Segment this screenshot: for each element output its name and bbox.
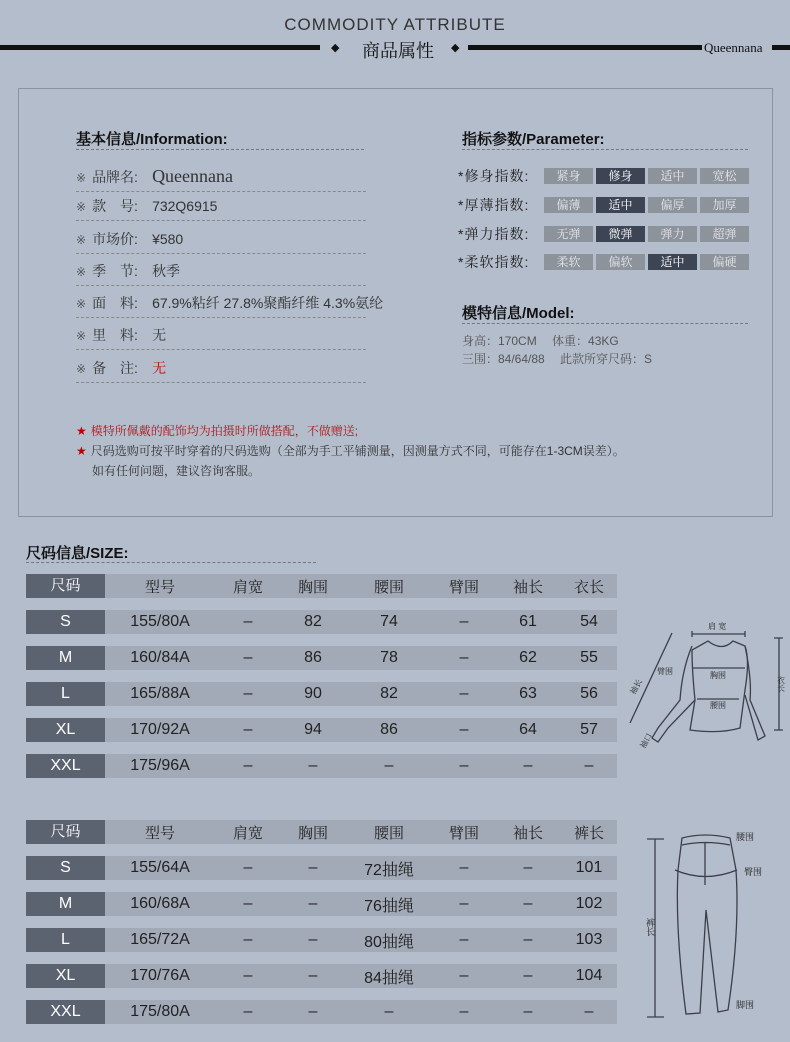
column-header: 胸围 xyxy=(297,824,328,842)
column-header: 裤长 xyxy=(573,824,604,842)
table-cell: – xyxy=(459,895,469,912)
table-cell: – xyxy=(459,721,469,738)
diamond-icon: ◆ xyxy=(331,42,340,54)
model-line-1: 身高：170CM 体重：43KG xyxy=(462,334,619,348)
diagram-label-hem: 脚围 xyxy=(736,1000,755,1010)
table-cell: – xyxy=(308,757,318,774)
reference-mark-icon: ※ xyxy=(76,329,87,343)
parameter-option: 适中 xyxy=(648,168,697,184)
table-row xyxy=(26,1000,617,1024)
size-heading: 尺码信息/SIZE: xyxy=(26,545,129,562)
table-cell: 155/80A xyxy=(130,613,190,630)
parameter-label: *修身指数: xyxy=(458,168,530,184)
notes xyxy=(76,421,766,481)
diagram-label-length: 裤长 xyxy=(645,918,655,936)
table-cell: – xyxy=(523,895,533,912)
table-cell: 56 xyxy=(580,685,598,702)
table-cell: 55 xyxy=(580,649,598,666)
table-cell: – xyxy=(459,931,469,948)
table-cell: 160/84A xyxy=(130,649,190,666)
table-cell: 80抽绳 xyxy=(364,933,414,951)
parameter-option: 偏厚 xyxy=(648,197,697,213)
column-header: 肩宽 xyxy=(232,824,263,842)
table-cell: 62 xyxy=(519,649,537,666)
diagram-label-length: 衣长 xyxy=(776,676,786,692)
table-cell: XL xyxy=(26,964,105,988)
table-cell: 165/88A xyxy=(130,685,190,702)
table-cell: 94 xyxy=(304,721,322,738)
header-rule-left xyxy=(0,45,320,50)
info-value: 732Q6915 xyxy=(152,198,218,214)
info-label: 面 料: xyxy=(92,295,138,311)
table-cell: L xyxy=(26,682,105,706)
parameter-option: 柔软 xyxy=(544,254,593,270)
parameter-label: *弹力指数: xyxy=(458,226,530,242)
table-cell: 74 xyxy=(380,613,398,630)
parameter-row xyxy=(458,195,756,215)
table-cell: M xyxy=(26,892,105,916)
table-cell: – xyxy=(243,613,253,630)
table-cell: 76抽绳 xyxy=(364,897,414,915)
table-cell: 101 xyxy=(575,859,603,876)
diagram-label-waist: 腰围 xyxy=(710,701,726,710)
column-header: 肩宽 xyxy=(232,578,263,596)
note-contact: 如有任何问题，建议咨询客服。 xyxy=(92,464,261,478)
table-header-row xyxy=(26,574,617,598)
column-header: 臂围 xyxy=(448,578,479,596)
table-cell: 104 xyxy=(575,967,603,984)
table-cell: 54 xyxy=(580,613,598,630)
table-cell: – xyxy=(384,757,394,774)
table-cell: 160/68A xyxy=(130,895,190,912)
reference-mark-icon: ※ xyxy=(76,362,87,376)
table-cell: – xyxy=(523,757,533,774)
table-row xyxy=(26,892,617,916)
table-cell: 78 xyxy=(380,649,398,666)
reference-mark-icon: ※ xyxy=(76,171,87,185)
table-cell: L xyxy=(26,928,105,952)
table-cell: – xyxy=(584,757,594,774)
table-cell: 170/76A xyxy=(130,967,190,984)
column-header: 尺码 xyxy=(26,820,105,844)
table-cell: – xyxy=(459,685,469,702)
info-label: 品牌名: xyxy=(92,169,138,185)
table-cell: XXL xyxy=(26,1000,105,1024)
header-rule-end xyxy=(772,45,790,50)
model-line-2: 三围：84/64/88 此款所穿尺码：S xyxy=(462,352,653,366)
diagram-label-sleeve: 袖长 xyxy=(628,677,644,697)
parameter-option: 超弹 xyxy=(700,226,749,242)
table-row xyxy=(26,646,617,670)
table-cell: – xyxy=(243,721,253,738)
star-icon: ★ xyxy=(76,444,87,458)
parameter-option: 微弹 xyxy=(596,226,645,242)
parameter-option: 加厚 xyxy=(700,197,749,213)
table-cell: S xyxy=(26,856,105,880)
model-heading: 模特信息/Model: xyxy=(462,305,575,322)
table-cell: 63 xyxy=(519,685,537,702)
table-cell: 84抽绳 xyxy=(364,969,414,987)
column-header: 型号 xyxy=(144,578,175,596)
diagram-label-cuff: 袖口 xyxy=(638,731,654,751)
table-cell: 155/64A xyxy=(130,859,190,876)
table-cell: 165/72A xyxy=(130,931,190,948)
info-row xyxy=(76,196,366,221)
table-row xyxy=(26,928,617,952)
pants-measurement-diagram xyxy=(620,820,790,1030)
table-cell: – xyxy=(523,967,533,984)
info-label: 季 节: xyxy=(92,263,138,279)
reference-mark-icon: ※ xyxy=(76,297,87,311)
info-value: ¥580 xyxy=(152,231,184,247)
table-cell: 170/92A xyxy=(130,721,190,738)
table-cell: 57 xyxy=(580,721,598,738)
info-row xyxy=(76,325,366,350)
table-cell: – xyxy=(459,757,469,774)
table-cell: M xyxy=(26,646,105,670)
parameter-option: 宽松 xyxy=(700,168,749,184)
parameter-option: 弹力 xyxy=(648,226,697,242)
column-header: 尺码 xyxy=(26,574,105,598)
parameter-row xyxy=(458,166,756,186)
table-cell: – xyxy=(459,613,469,630)
table-header-row xyxy=(26,820,617,844)
table-cell: 72抽绳 xyxy=(364,861,414,879)
reference-mark-icon: ※ xyxy=(76,233,87,247)
table-row xyxy=(26,718,617,742)
column-header: 衣长 xyxy=(573,578,604,596)
info-value: Queennana xyxy=(152,166,234,186)
table-cell: – xyxy=(308,859,318,876)
diamond-icon: ◆ xyxy=(451,42,460,54)
table-cell: 86 xyxy=(380,721,398,738)
info-row xyxy=(76,261,366,286)
info-label: 备 注: xyxy=(92,360,138,376)
divider xyxy=(462,323,748,324)
parameter-option: 偏硬 xyxy=(700,254,749,270)
table-row xyxy=(26,754,617,778)
reference-mark-icon: ※ xyxy=(76,265,87,279)
column-header: 胸围 xyxy=(297,578,328,596)
column-header: 腰围 xyxy=(373,578,404,596)
reference-mark-icon: ※ xyxy=(76,200,87,214)
info-label: 款 号: xyxy=(92,198,138,214)
table-cell: 82 xyxy=(380,685,398,702)
table-cell: – xyxy=(243,895,253,912)
column-header: 型号 xyxy=(144,824,175,842)
model-info xyxy=(462,332,762,368)
table-cell: 175/80A xyxy=(130,1003,190,1020)
table-cell: 61 xyxy=(519,613,537,630)
table-cell: – xyxy=(523,931,533,948)
note-size: 尺码选购可按平时穿着的尺码选购（全部为手工平铺测量，因测量方式不同，可能存在1-3CM误差）。 xyxy=(90,444,625,458)
parameter-label: *柔软指数: xyxy=(458,254,530,270)
table-row xyxy=(26,682,617,706)
info-label: 市场价: xyxy=(92,231,138,247)
info-value: 无 xyxy=(152,327,167,343)
column-header: 袖长 xyxy=(512,824,543,842)
diagram-label-hip: 臀围 xyxy=(744,867,763,877)
info-row xyxy=(76,166,366,192)
note-accessories: 模特所佩戴的配饰均为拍摄时所做搭配，不做赠送; xyxy=(90,424,359,438)
diagram-label-arm: 臂围 xyxy=(657,667,673,676)
table-cell: – xyxy=(308,1003,318,1020)
parameter-option: 偏薄 xyxy=(544,197,593,213)
table-row xyxy=(26,964,617,988)
diagram-label-chest: 胸围 xyxy=(710,671,726,680)
table-cell: S xyxy=(26,610,105,634)
table-cell: – xyxy=(308,895,318,912)
table-cell: 103 xyxy=(575,931,603,948)
info-row xyxy=(76,358,366,383)
table-cell: – xyxy=(523,859,533,876)
info-value: 无 xyxy=(152,360,167,376)
parameter-option: 修身 xyxy=(596,168,645,184)
table-cell: – xyxy=(243,859,253,876)
divider xyxy=(462,149,748,150)
table-cell: – xyxy=(459,859,469,876)
table-cell: – xyxy=(384,1003,394,1020)
info-row xyxy=(76,293,384,318)
brand-name: Queennana xyxy=(704,40,763,55)
table-cell: 64 xyxy=(519,721,537,738)
header-title-cn: 商品属性 xyxy=(362,41,434,61)
column-header: 袖长 xyxy=(512,578,543,596)
parameter-option: 偏软 xyxy=(596,254,645,270)
parameter-option: 紧身 xyxy=(544,168,593,184)
parameter-option: 适中 xyxy=(648,254,697,270)
table-cell: 102 xyxy=(575,895,603,912)
table-cell: XL xyxy=(26,718,105,742)
column-header: 腰围 xyxy=(373,824,404,842)
table-cell: 90 xyxy=(304,685,322,702)
table-cell: – xyxy=(459,967,469,984)
table-cell: – xyxy=(243,1003,253,1020)
diagram-label-waist: 腰围 xyxy=(736,832,755,842)
parameter-option: 无弹 xyxy=(544,226,593,242)
info-heading: 基本信息/Information: xyxy=(76,131,228,148)
parameter-row xyxy=(458,252,756,272)
column-header: 臂围 xyxy=(448,824,479,842)
header-title-en: COMMODITY ATTRIBUTE xyxy=(284,15,506,34)
info-row xyxy=(76,229,366,254)
table-cell: 82 xyxy=(304,613,322,630)
info-value: 67.9%粘纤 27.8%聚酯纤维 4.3%氨纶 xyxy=(152,295,384,311)
table-cell: – xyxy=(243,931,253,948)
table-cell: 175/96A xyxy=(130,757,190,774)
star-icon: ★ xyxy=(76,424,87,438)
table-cell: – xyxy=(243,757,253,774)
table-cell: – xyxy=(243,967,253,984)
divider xyxy=(26,562,316,563)
table-cell: – xyxy=(459,649,469,666)
parameter-heading: 指标参数/Parameter: xyxy=(462,131,605,148)
parameter-row xyxy=(458,224,756,244)
table-cell: – xyxy=(243,649,253,666)
header-rule-right xyxy=(468,45,702,50)
info-value: 秋季 xyxy=(152,263,181,279)
table-cell: – xyxy=(243,685,253,702)
parameter-label: *厚薄指数: xyxy=(458,197,530,213)
table-cell: 86 xyxy=(304,649,322,666)
top-measurement-diagram xyxy=(620,600,790,760)
parameter-option: 适中 xyxy=(596,197,645,213)
table-row xyxy=(26,856,617,880)
table-cell: – xyxy=(459,1003,469,1020)
table-row xyxy=(26,610,617,634)
table-cell: – xyxy=(584,1003,594,1020)
divider xyxy=(76,149,364,150)
table-cell: – xyxy=(308,967,318,984)
table-cell: – xyxy=(523,1003,533,1020)
table-cell: – xyxy=(308,931,318,948)
diagram-label-shoulder: 肩 宽 xyxy=(708,622,727,631)
info-label: 里 料: xyxy=(92,327,138,343)
table-cell: XXL xyxy=(26,754,105,778)
